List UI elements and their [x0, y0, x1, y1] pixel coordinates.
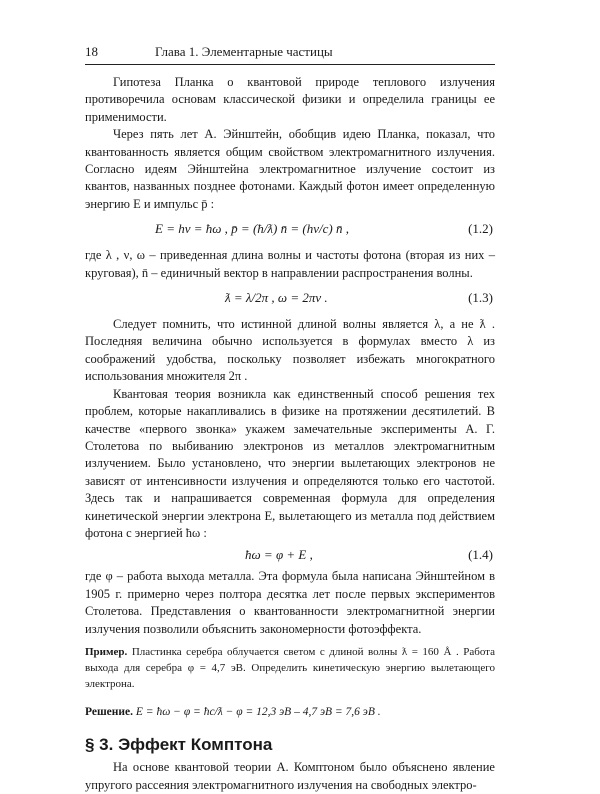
page-body: [85, 74, 495, 794]
equation-1-4: [85, 542, 495, 568]
solution-formula: E = ħω − φ = ħc/ƛ − φ = 12,3 эВ – 4,7 эВ = 7,6 эВ .: [135, 705, 381, 718]
paragraph-planck: Гипотеза Планка о квантовой природе теплового излучения противоречила основам классической физики и определила границы ее применимости.: [85, 75, 495, 124]
example-block: [85, 644, 495, 692]
page-number: 18: [85, 44, 98, 59]
equation-1-3: [85, 282, 495, 316]
paragraph-quantum-theory: Квантовая теория возникла как единственный способ решения тех проблем, которые накапливались в физике на протяжении десятилетий. В качестве «первого звонка» укажем замечательные эксперименты А. Г. Столетова по выбиванию электронов из металлов электромагнитным излучением. Было установлено, что энергии вылетающих электронов не зависят от интенсивности излучения и определяются только его частотой. Здесь так и напрашивается современная формула для определения кинетической энергии электрона E, вылетающего из металла под действием фотона с энергией ħω :: [85, 386, 495, 540]
equation-number: (1.2): [468, 221, 493, 237]
solution-line: [85, 704, 381, 721]
paragraph-definitions: где λ , ν, ω – приведенная длина волны и частоты фотона (вторая из них – круговая), n̄ – единичный вектор в направлении распространения волны.: [85, 248, 495, 280]
paragraph-einstein: Через пять лет А. Эйнштейн, обобщив идею Планка, показал, что квантованность является общим свойством электромагнитного излучения. Согласно идеям Эйнштейна электромагнитное излучение состоит из квантов, названных позднее фотонами. Каждый фотон имеет определенную энергию E и импульс p̄ :: [85, 127, 495, 211]
paragraph-compton: На основе квантовой теории А. Комптоном было объяснено явление упругого рассеяния электромагнитного излучения на свободных электро-: [85, 760, 495, 792]
example-text: Пластинка серебра облучается светом с длиной волны ƛ = 160 Å . Работа выхода для серебра φ = 4,7 эВ. Определить кинетическую энергию вылетающего электрона.: [85, 645, 496, 690]
solution-block: [85, 698, 495, 728]
equation-formula: ƛ = λ/2π , ω = 2πν .: [225, 290, 328, 306]
equation-number: (1.4): [468, 547, 493, 563]
solution-label: Решение.: [85, 705, 134, 718]
example-label: Пример.: [85, 645, 128, 658]
equation-1-2: [85, 213, 495, 247]
header-rule: [85, 64, 495, 65]
paragraph-work-function: где φ – работа выхода металла. Эта формула была написана Эйнштейном в 1905 г. примерно через полтора десятка лет после первых экспериментов Столетова. Представления о квантованности электромагнитной энергии излучения позволили объяснить закономерности фотоэффекта.: [85, 569, 495, 636]
equation-formula: ħω = φ + E ,: [245, 547, 313, 563]
section-heading: § 3. Эффект Комптона: [85, 734, 273, 754]
equation-number: (1.3): [468, 290, 493, 306]
chapter-title: Глава 1. Элементарные частицы: [155, 44, 333, 59]
equation-formula: E = hν = ħω , p̄ = (ħ/ƛ) n̄ = (hν/c) n̄ ,: [155, 221, 349, 237]
paragraph-wavelength-note: Следует помнить, что истинной длиной волны является λ, а не ƛ . Последняя величина обычно используется в формулах вместо λ из соображений удобства, поскольку позволяет избежать многократного использования множителя 2π .: [85, 317, 495, 384]
